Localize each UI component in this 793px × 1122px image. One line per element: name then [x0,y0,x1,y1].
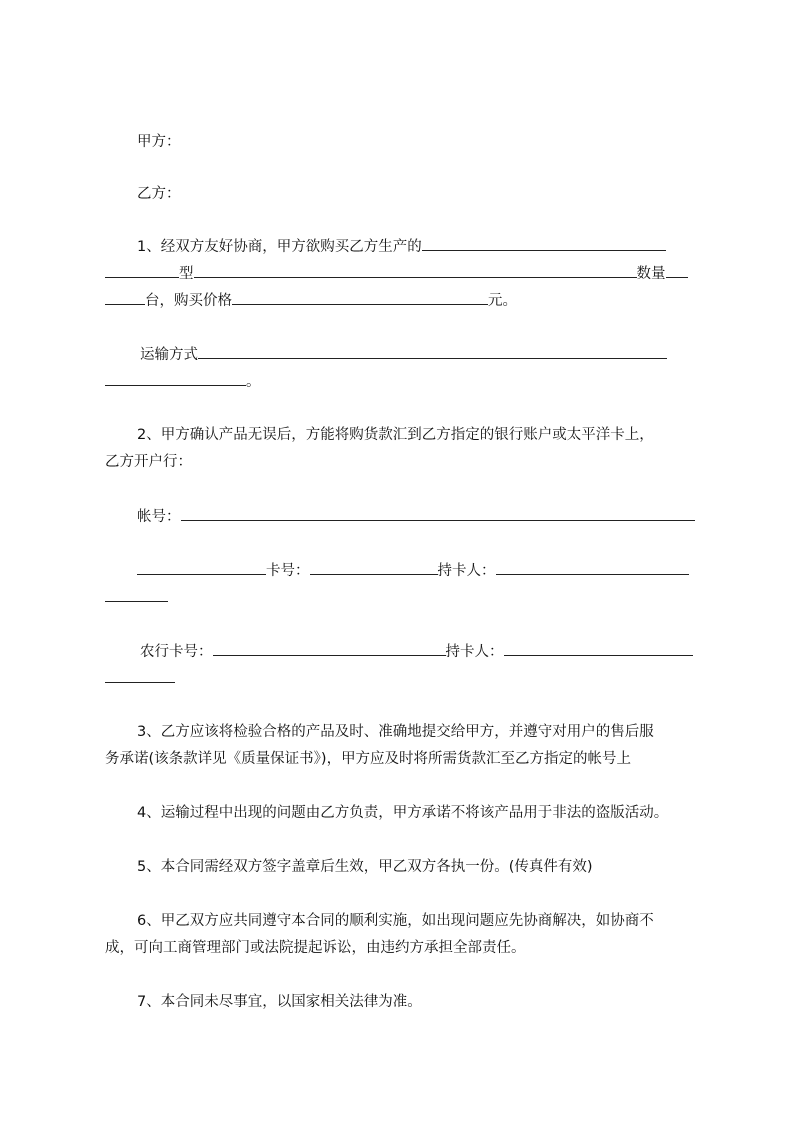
model-label: 型 [179,266,194,282]
quantity-blank[interactable] [666,263,688,278]
transport-blank-cont[interactable] [105,371,246,386]
transport-line1 [140,344,667,365]
card-label: 卡号： [266,563,310,579]
account-label: 帐号： [137,509,181,525]
clause3-line1: 3、乙方应该将检验合格的产品及时、准确地提交给甲方，并遵守对用户的售后服 [137,724,654,740]
abc-holder-label: 持卡人： [445,644,504,660]
abc-line2 [105,668,175,689]
spec-blank[interactable] [194,263,637,278]
clause2-line1: 2、甲方确认产品无误后，方能将购货款汇到乙方指定的银行账户或太平洋卡上， [137,427,654,443]
clause4: 4、运输过程中出现的问题由乙方负责，甲方承诺不将该产品用于非法的盗版活动。 [137,805,669,821]
abc-card-blank[interactable] [213,641,446,656]
clause3-line2: 务承诺(该条款详见《质量保证书》)，甲方应及时将所需货款汇至乙方指定的帐号上 [105,751,632,767]
clause7: 7、本合同未尽事宜，以国家相关法律为准。 [137,994,422,1010]
quantity-blank-cont[interactable] [105,290,145,305]
transport-line2 [105,371,261,392]
clause2-line2: 乙方开户行： [105,454,192,470]
abc-line1 [140,641,693,662]
clause1-text: 1、经双方友好协商，甲方欲购买乙方生产的 [137,239,422,255]
yuan-label: 元。 [488,293,517,309]
clause6-line2: 成，可向工商管理部门或法院提起诉讼，由违约方承担全部责任。 [105,940,526,956]
account-blank[interactable] [181,506,695,521]
party-b-label: 乙方： [137,186,181,202]
card-blank[interactable] [310,560,438,575]
card-line1 [137,560,689,581]
unit-price-label: 台，购买价格 [145,293,232,309]
card-holder-label: 持卡人： [437,563,496,579]
bank-blank[interactable] [137,560,266,575]
product-blank[interactable] [422,236,666,251]
transport-end: 。 [246,374,261,390]
clause6-line1: 6、甲乙双方应共同遵守本合同的顺利实施，如出现问题应先协商解决，如协商不 [137,913,654,929]
clause5: 5、本合同需经双方签字盖章后生效，甲乙双方各执一份。(传真件有效) [137,859,593,875]
party-a-label: 甲方： [137,134,181,150]
model-blank[interactable] [105,263,179,278]
abc-card-label: 农行卡号： [140,644,213,660]
clause1-line1 [137,236,666,257]
account-line [137,506,695,527]
abc-holder-blank[interactable] [504,641,693,656]
clause1-line2 [105,263,688,284]
card-line2 [105,587,168,608]
card-holder-blank-cont[interactable] [105,587,168,602]
transport-label: 运输方式 [140,347,198,363]
clause1-line3 [105,290,517,311]
price-blank[interactable] [232,290,488,305]
card-holder-blank[interactable] [496,560,689,575]
quantity-label: 数量 [636,266,666,282]
transport-blank[interactable] [198,344,667,359]
abc-holder-blank-cont[interactable] [105,668,175,683]
